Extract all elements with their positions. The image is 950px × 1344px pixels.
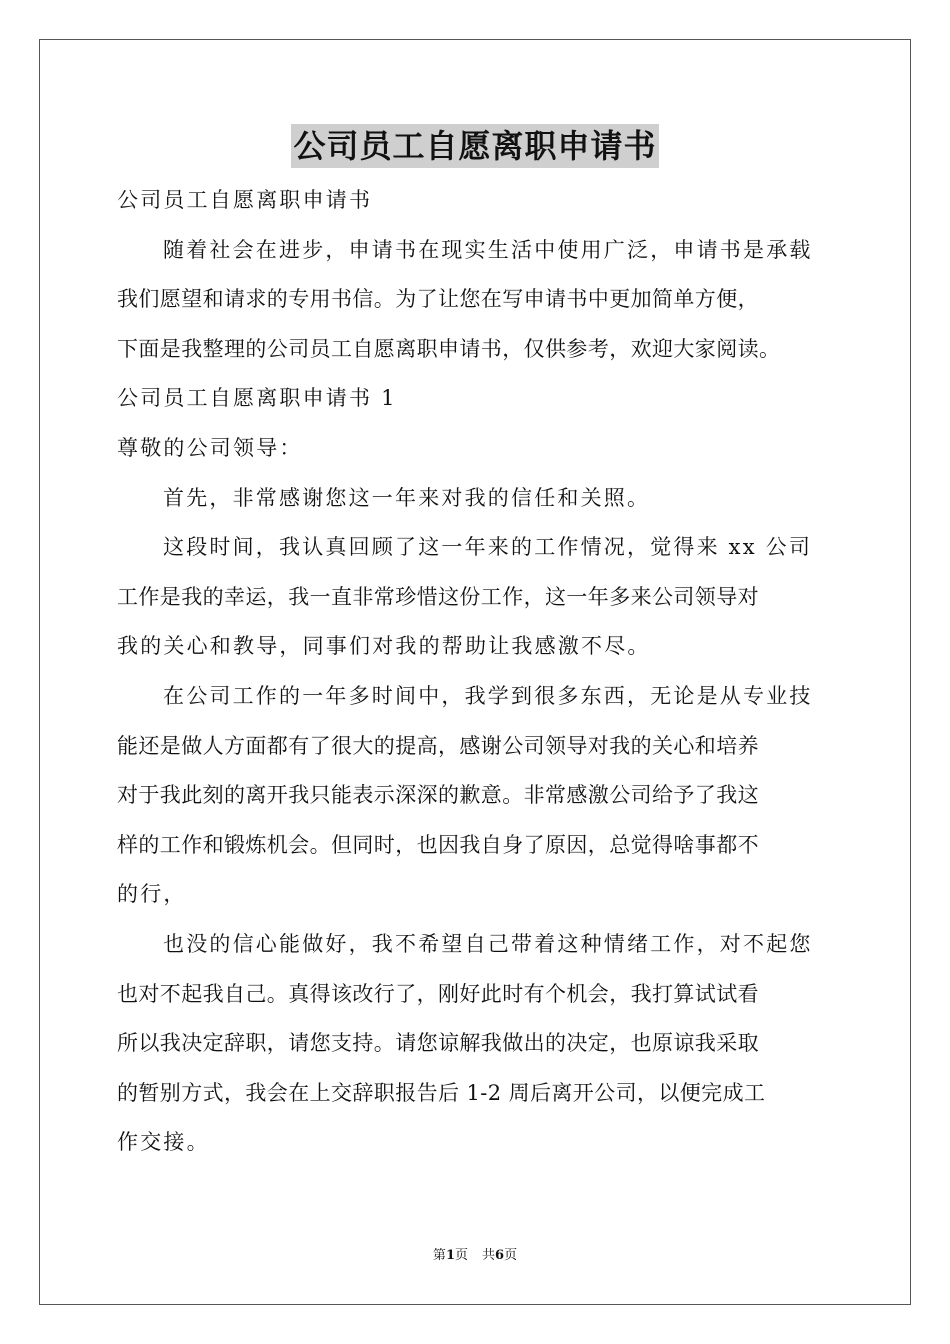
document-line: 我们愿望和请求的专用书信。为了让您在写申请书中更加简单方便， (117, 287, 759, 312)
footer-total-prefix: 共 (482, 1248, 496, 1263)
document-line: 的暂别方式，我会在上交辞职报告后 1-2 周后离开公司，以便完成工 (117, 1080, 766, 1105)
document-line: 我的关心和教导，同事们对我的帮助让我感激不尽。 (117, 634, 651, 659)
footer-page-prefix: 第 (432, 1248, 446, 1263)
document-line: 公司员工自愿离职申请书 1 (117, 386, 397, 411)
document-line: 的行， (117, 882, 187, 907)
document-line: 尊敬的公司领导： (117, 435, 303, 460)
document-line: 公司员工自愿离职申请书 (117, 188, 373, 212)
document-line: 这段时间，我认真回顾了这一年来的工作情况，觉得来 xx 公司 (163, 535, 813, 560)
document-line: 也对不起我自己。真得该改行了，刚好此时有个机会，我打算试试看 (117, 981, 759, 1006)
page-footer (0, 1247, 950, 1265)
document-line: 能还是做人方面都有了很大的提高，感谢公司领导对我的关心和培养 (117, 733, 759, 758)
document-line: 样的工作和锻炼机会。但同时，也因我自身了原因，总觉得啥事都不 (117, 832, 759, 857)
footer-page-current: 1 (445, 1248, 455, 1263)
document-line: 首先，非常感谢您这一年来对我的信任和关照。 (163, 485, 651, 510)
document-line: 作交接。 (117, 1130, 210, 1155)
document-line: 在公司工作的一年多时间中，我学到很多东西，无论是从专业技 (163, 683, 813, 708)
document-line: 所以我决定辞职，请您支持。请您谅解我做出的决定，也原谅我采取 (117, 1031, 759, 1056)
document-line: 对于我此刻的离开我只能表示深深的歉意。非常感激公司给予了我这 (117, 783, 759, 808)
footer-total-suffix: 页 (504, 1248, 518, 1263)
footer-page-suffix: 页 (454, 1248, 468, 1263)
document-body (117, 176, 837, 1168)
document-line: 随着社会在进步，申请书在现实生活中使用广泛，申请书是承载 (163, 237, 813, 262)
document-line: 下面是我整理的公司员工自愿离职申请书，仅供参考，欢迎大家阅读。 (117, 336, 781, 361)
document-line: 也没的信心能做好，我不希望自己带着这种情绪工作，对不起您 (163, 931, 813, 956)
document-title-text: 公司员工自愿离职申请书 (291, 124, 658, 168)
document-line: 工作是我的幸运，我一直非常珍惜这份工作，这一年多来公司领导对 (117, 584, 759, 609)
footer-page-total: 6 (495, 1248, 505, 1263)
document-title (0, 124, 950, 168)
